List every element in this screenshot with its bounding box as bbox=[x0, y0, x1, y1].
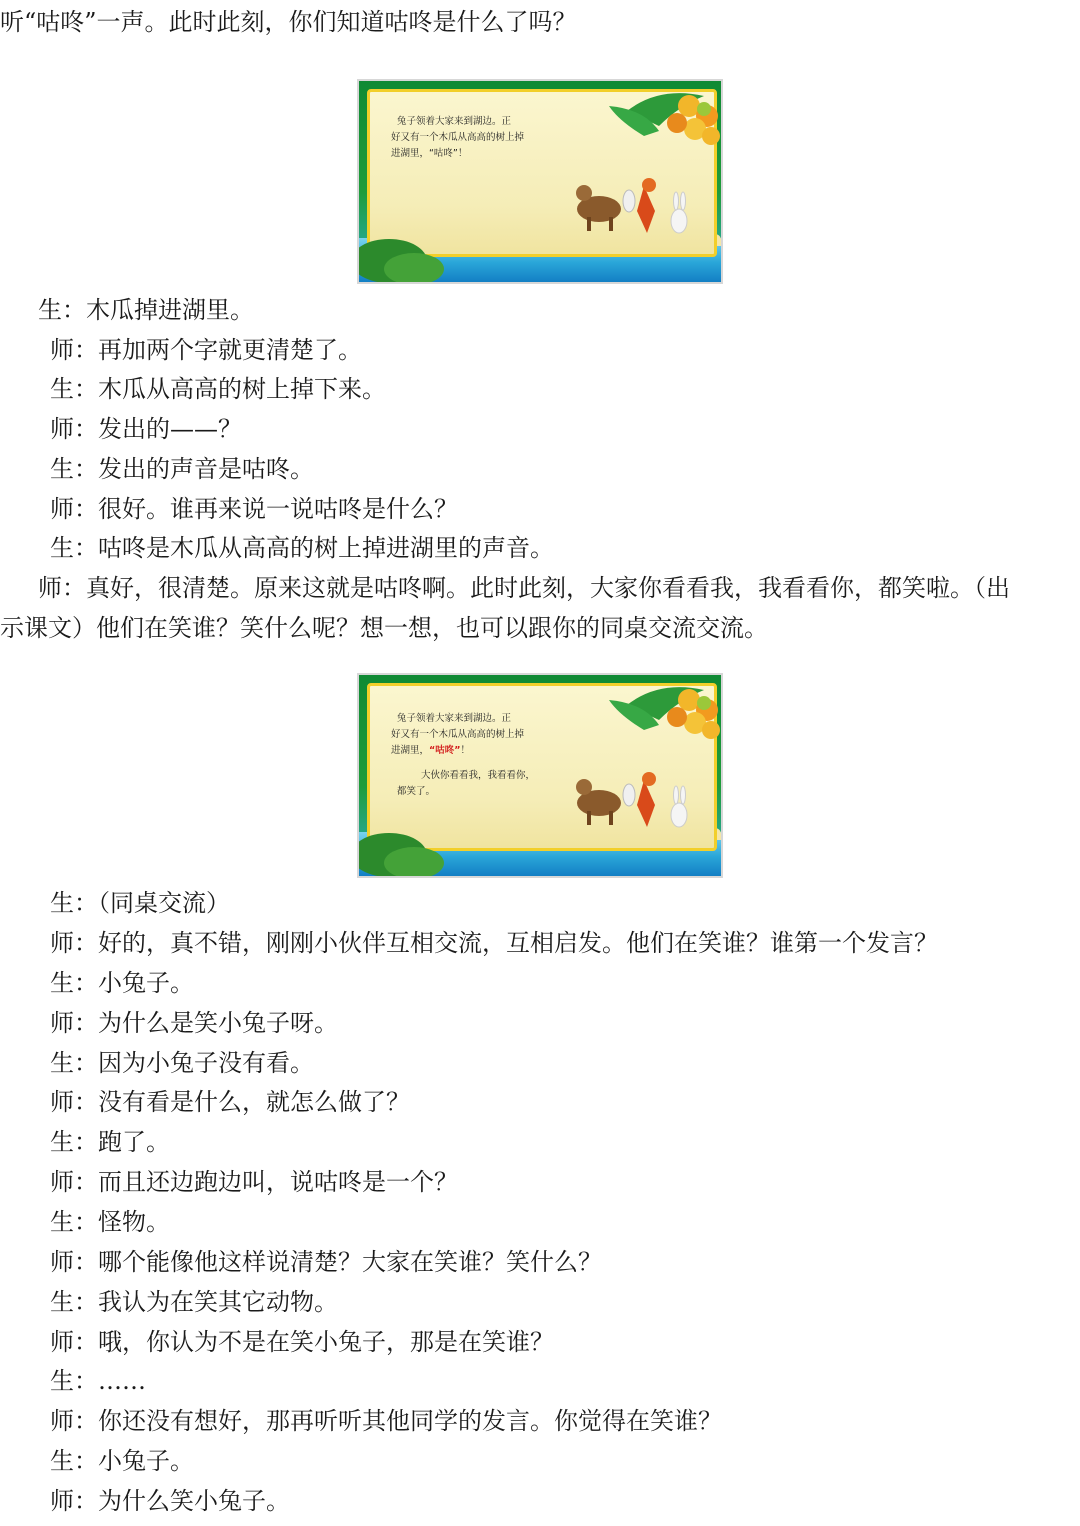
dialogue-line: 生：…… bbox=[50, 1367, 146, 1395]
dialogue-line: 生：小兔子。 bbox=[50, 1447, 194, 1475]
papaya-tree-icon bbox=[609, 93, 720, 145]
dialogue-line: 师：很好。谁再来说一说咕咚是什么？ bbox=[50, 495, 458, 523]
slide-text-line: 大伙你看看我，我看看你， bbox=[421, 770, 536, 781]
dialogue-line: 生：因为小兔子没有看。 bbox=[50, 1049, 314, 1077]
dialogue-line: 生：怪物。 bbox=[50, 1208, 170, 1236]
dialogue-line: 师：你还没有想好，那再听听其他同学的发言。你觉得在笑谁？ bbox=[50, 1407, 722, 1435]
bush-icon bbox=[359, 239, 444, 284]
dialogue-line: 师：为什么是笑小兔子呀。 bbox=[50, 1009, 338, 1037]
slide-text-line: 好又有一个木瓜从高高的树上掉 bbox=[391, 729, 525, 740]
papaya-tree-icon bbox=[609, 687, 720, 739]
paragraph-line-2: 示课文）他们在笑谁？笑什么呢？想一想，也可以跟你的同桌交流交流。 bbox=[0, 614, 768, 642]
dialogue-line: 师：哦，你认为不是在笑小兔子，那是在笑谁？ bbox=[50, 1328, 554, 1356]
dialogue-line: 师：哪个能像他这样说清楚？大家在笑谁？笑什么？ bbox=[50, 1248, 602, 1276]
dialogue-line: 师：发出的——？ bbox=[50, 415, 242, 443]
lesson-slide-2 bbox=[357, 673, 723, 878]
dialogue-line: 生：小兔子。 bbox=[50, 969, 194, 997]
dialogue-line: 生：跑了。 bbox=[50, 1128, 170, 1156]
slide-text-line: 兔子领着大家来到湖边。正 bbox=[397, 116, 512, 127]
slide-text-line: 兔子领着大家来到湖边。正 bbox=[397, 713, 512, 724]
dialogue-line: 师：再加两个字就更清楚了。 bbox=[50, 336, 362, 364]
paragraph-line-1: 师：真好，很清楚。原来这就是咕咚啊。此时此刻，大家你看看我，我看看你，都笑啦。（出 bbox=[38, 574, 1010, 602]
slide-text-line: 进湖里，“咕咚”！ bbox=[391, 745, 471, 756]
dialogue-line: 师：没有看是什么，就怎么做了？ bbox=[50, 1088, 410, 1116]
dialogue-line: 生：发出的声音是咕咚。 bbox=[50, 455, 314, 483]
dialogue-line: 师：好的，真不错，刚刚小伙伴互相交流，互相启发。他们在笑谁？谁第一个发言？ bbox=[50, 929, 938, 957]
dialogue-line: 师：而且还边跑边叫，说咕咚是一个？ bbox=[50, 1168, 458, 1196]
dialogue-line: 生：木瓜掉进湖里。 bbox=[38, 296, 254, 324]
dialogue-line: 生：我认为在笑其它动物。 bbox=[50, 1288, 338, 1316]
slide-text-line: 好又有一个木瓜从高高的树上掉 bbox=[391, 132, 525, 143]
animal-group-icon bbox=[576, 178, 687, 233]
slide-text-line: 进湖里，“咕咚”！ bbox=[391, 148, 468, 159]
slide-illustration bbox=[359, 81, 723, 284]
dialogue-line: 生：（同桌交流） bbox=[50, 889, 230, 917]
lesson-slide-1 bbox=[357, 79, 723, 284]
dialogue-line: 生：木瓜从高高的树上掉下来。 bbox=[50, 375, 386, 403]
dialogue-line: 师：为什么笑小兔子。 bbox=[50, 1487, 290, 1515]
intro-text: 听“咕咚”一声。此时此刻，你们知道咕咚是什么了吗？ bbox=[0, 8, 577, 36]
slide-text-line: 都笑了。 bbox=[397, 786, 436, 797]
dialogue-line: 生：咕咚是木瓜从高高的树上掉进湖里的声音。 bbox=[50, 534, 554, 562]
bush-icon bbox=[359, 833, 444, 878]
